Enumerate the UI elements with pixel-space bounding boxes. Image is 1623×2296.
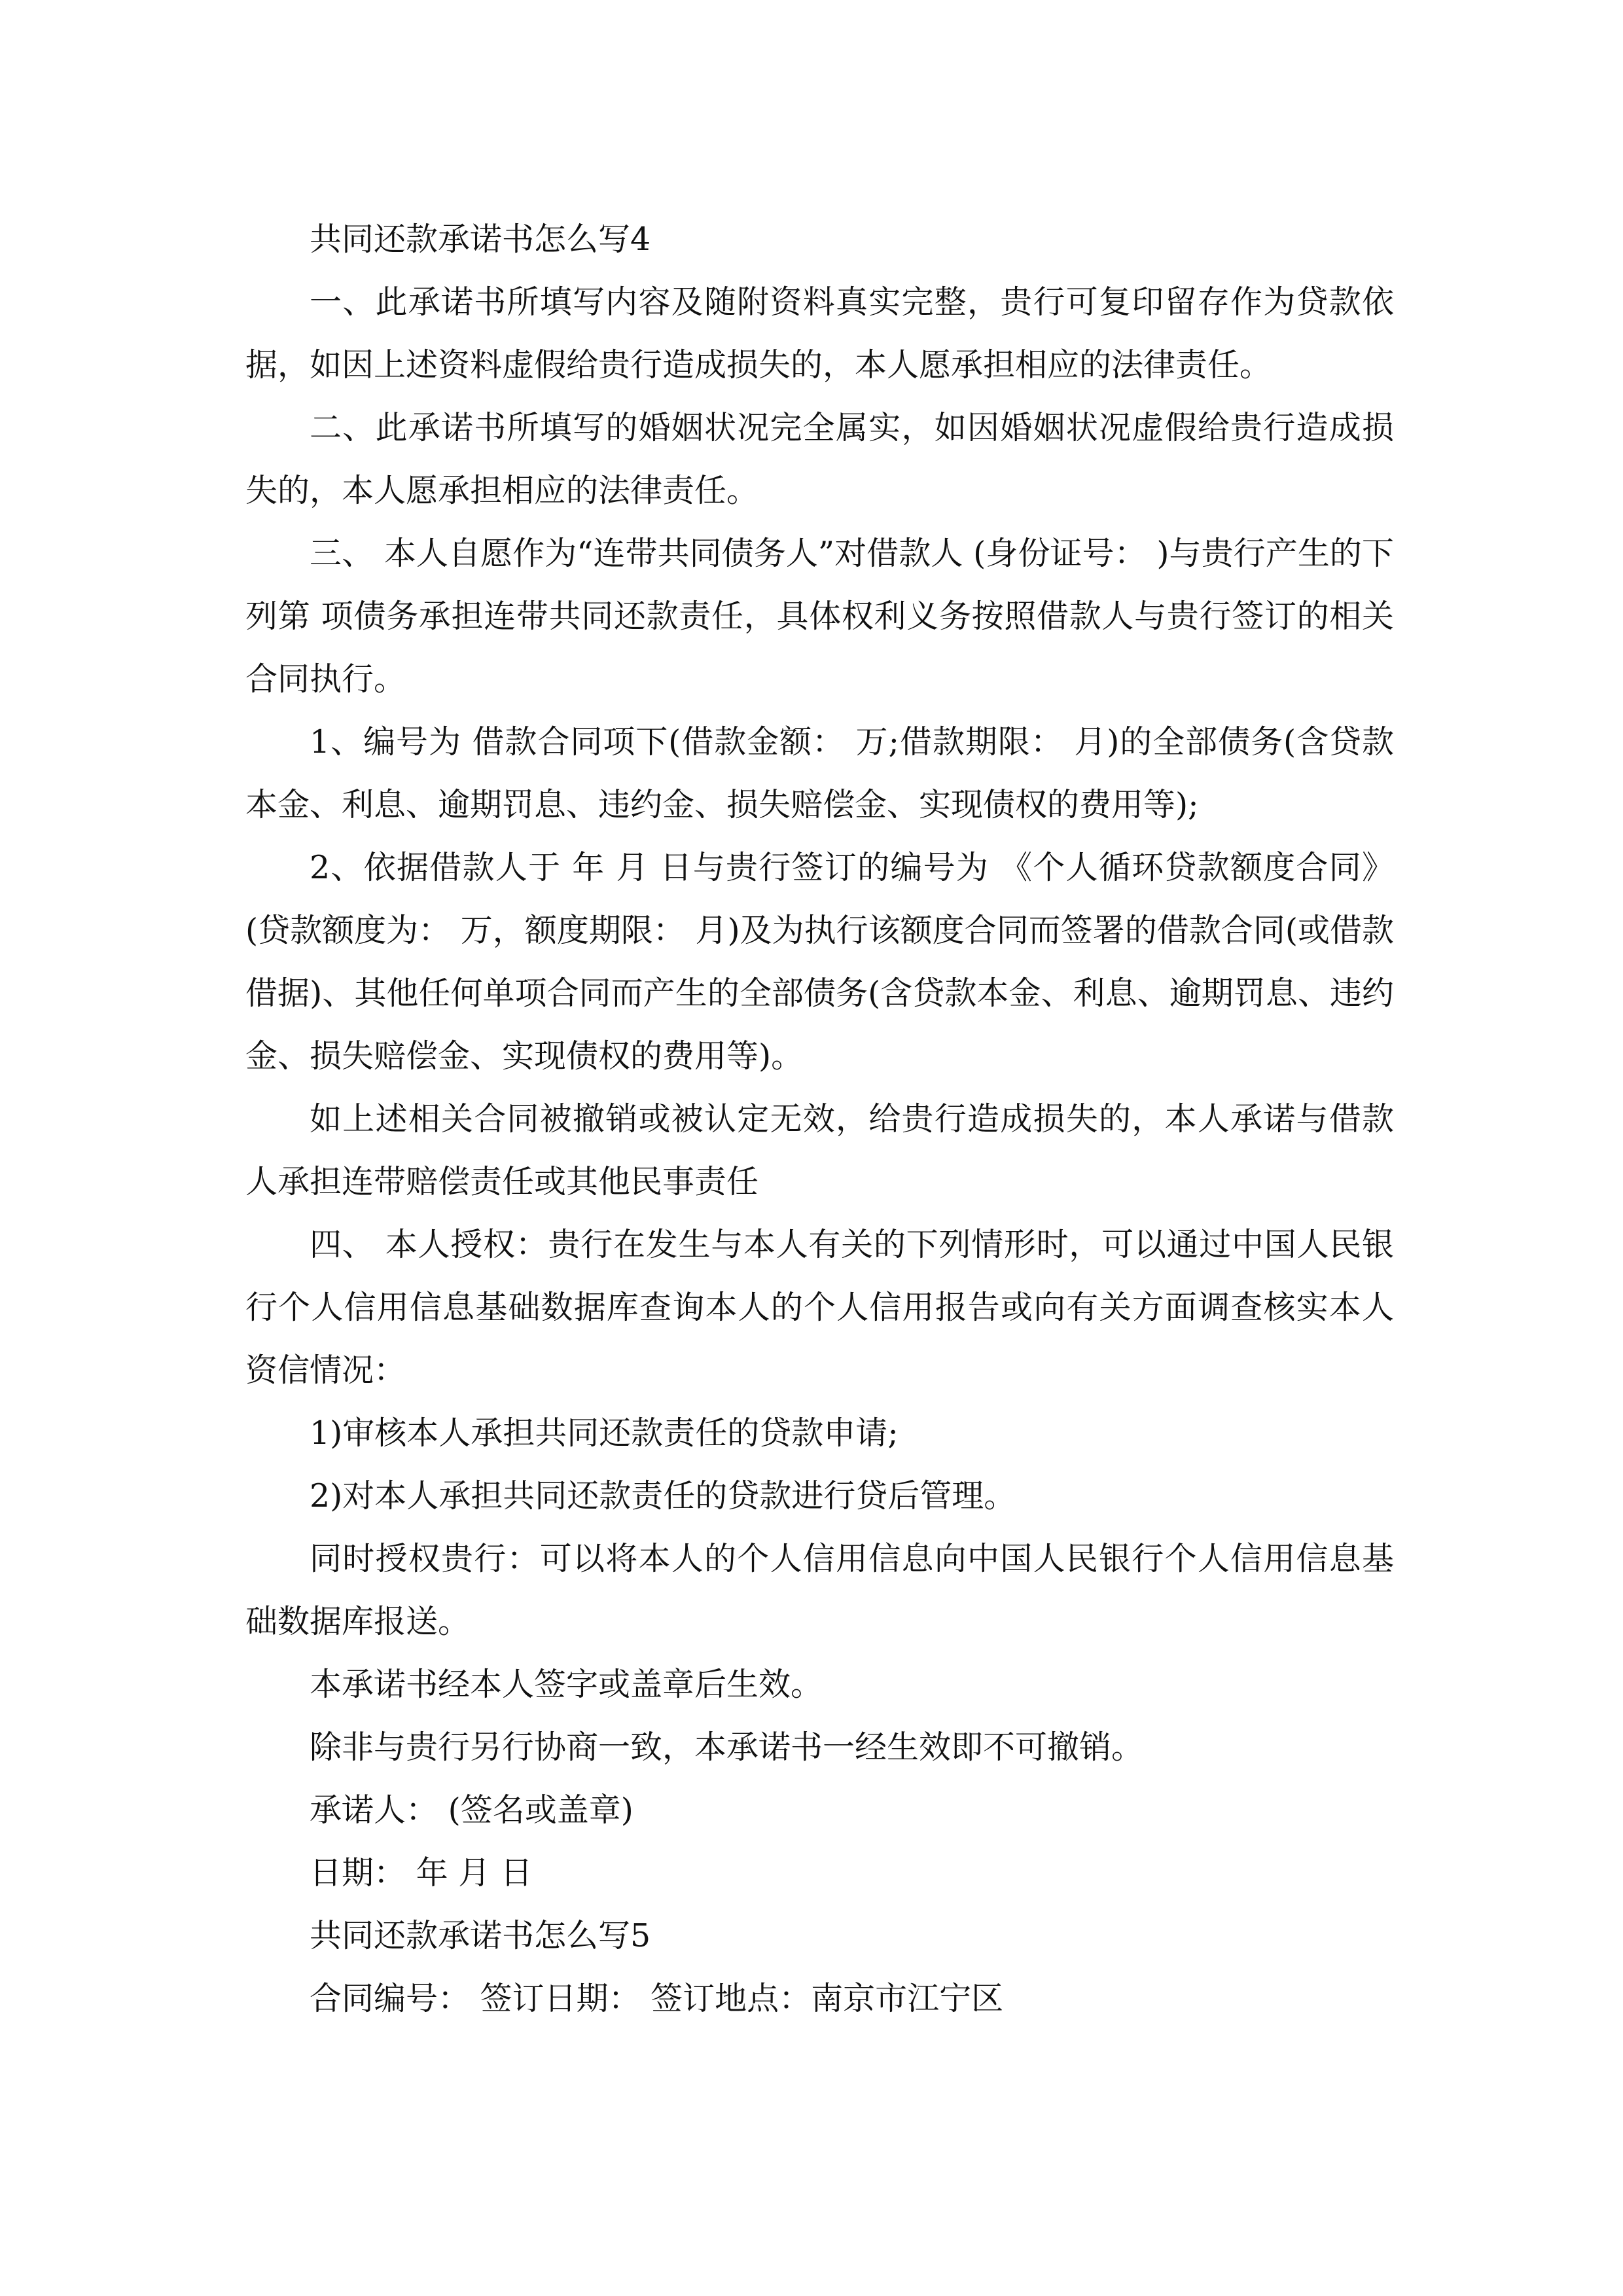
document-body (245, 208, 1394, 2030)
clause-three-item-2: 2、依据借款人于 年 月 日与贵行签订的编号为 《个人循环贷款额度合同》(贷款额度为： 万，额度期限： 月)及为执行该额度合同而签署的借款合同(或借款借据)、其他任何单项合同而产生的全部债务(含贷款本金、利息、逾期罚息、违约金、损失赔偿金、实现债权的费用等)。 (245, 849, 1395, 1075)
section-heading-5: 共同还款承诺书怎么写5 (310, 1917, 651, 1954)
clause-three-item-1: 1、编号为 借款合同项下(借款金额： 万;借款期限： 月)的全部债务(含贷款本金、利息、逾期罚息、违约金、损失赔偿金、实现债权的费用等); (245, 723, 1394, 823)
date-line: 日期： 年 月 日 (310, 1854, 533, 1892)
clause-one: 一、此承诺书所填写内容及随附资料真实完整，贵行可复印留存作为贷款依据，如因上述资料虚假给贵行造成损失的，本人愿承担相应的法律责任。 (245, 283, 1394, 384)
clause-three-note: 如上述相关合同被撤销或被认定无效，给贵行造成损失的，本人承诺与借款人承担连带赔偿责任或其他民事责任 (245, 1100, 1394, 1200)
section-heading-4: 共同还款承诺书怎么写4 (310, 221, 651, 258)
clause-two: 二、此承诺书所填写的婚姻状况完全属实，如因婚姻状况虚假给贵行造成损失的，本人愿承担相应的法律责任。 (245, 409, 1394, 509)
authorization-paragraph: 同时授权贵行：可以将本人的个人信用信息向中国人民银行个人信用信息基础数据库报送。 (245, 1540, 1394, 1640)
clause-three: 三、 本人自愿作为“连带共同债务人”对借款人 (身份证号： )与贵行产生的下列第 项债务承担连带共同还款责任，具体权利义务按照借款人与贵行签订的相关合同执行。 (245, 535, 1394, 698)
promisor-signature-line: 承诺人： (签名或盖章) (310, 1791, 633, 1829)
irrevocable-clause: 除非与贵行另行协商一致，本承诺书一经生效即不可撤销。 (310, 1729, 1144, 1766)
contract-info-line: 合同编号： 签订日期： 签订地点：南京市江宁区 (310, 1980, 1004, 2017)
clause-four: 四、 本人授权：贵行在发生与本人有关的下列情形时，可以通过中国人民银行个人信用信息基础数据库查询本人的个人信用报告或向有关方面调查核实本人资信情况： (245, 1226, 1394, 1389)
clause-four-item-2: 2)对本人承担共同还款责任的贷款进行贷后管理。 (310, 1477, 1016, 1515)
clause-four-item-1: 1)审核本人承担共同还款责任的贷款申请; (310, 1414, 899, 1452)
effective-clause: 本承诺书经本人签字或盖章后生效。 (310, 1666, 823, 1703)
